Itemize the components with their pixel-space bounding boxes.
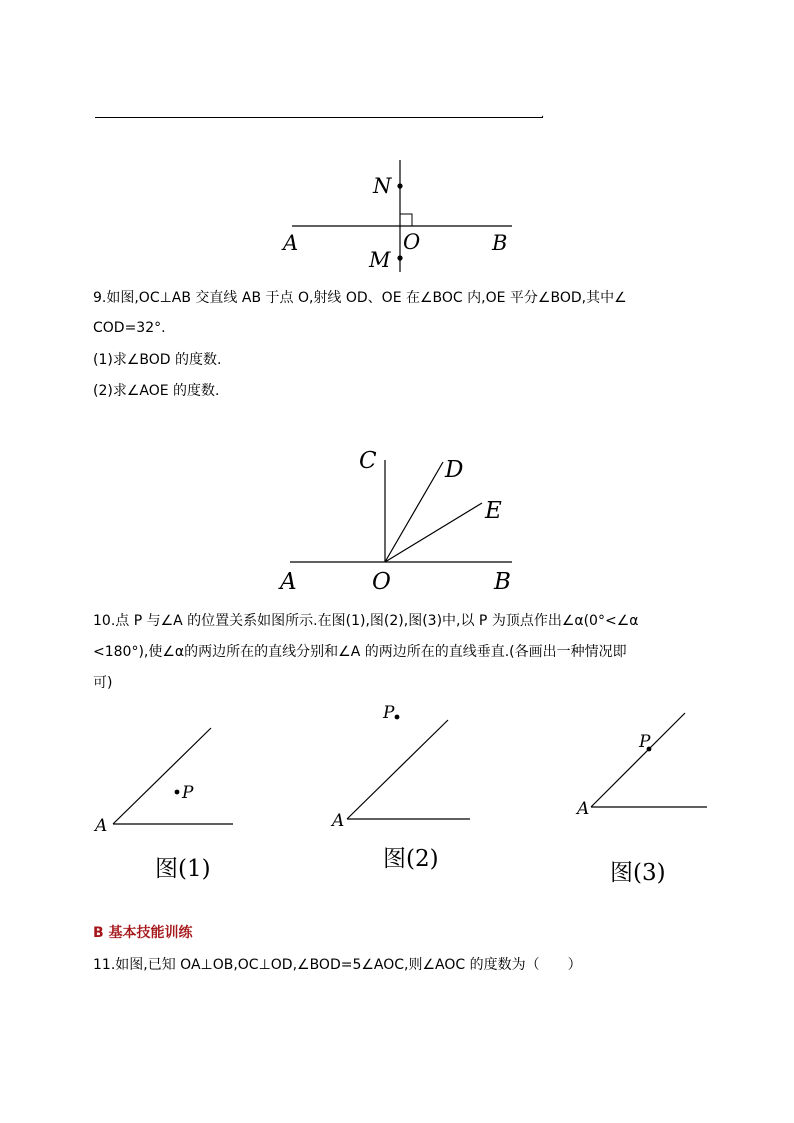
q10-line-3: 可)	[93, 675, 113, 691]
q9-sub-1: (1)求∠BOD 的度数.	[93, 352, 222, 368]
label-m: M	[369, 248, 391, 272]
label-p: P	[383, 703, 395, 723]
label-n: N	[373, 174, 392, 198]
figure-2	[330, 703, 470, 872]
q10-line-2: <180°),使∠α的两边所在的直线分别和∠A 的两边所在的直线垂直.(各画出一种情况即	[93, 644, 627, 660]
answer-line-end: .	[541, 109, 545, 120]
right-angle-mark	[400, 214, 412, 226]
label-b: B	[494, 569, 511, 595]
q9-line-1: 9.如图,OC⊥AB 交直线 AB 于点 O,射线 OD、OE 在∠BOC 内,OE 平分∠BOD,其中∠	[93, 290, 627, 306]
q9-sub-2: (2)求∠AOE 的度数.	[93, 383, 220, 399]
label-o: O	[372, 569, 391, 595]
figure-perpendicular-nm	[0, 0, 794, 300]
label-a: A	[577, 799, 590, 819]
label-a: A	[95, 816, 108, 836]
section-b-heading: B 基本技能训练	[93, 925, 193, 941]
label-a: A	[332, 811, 345, 831]
label-p: P	[182, 783, 194, 803]
label-a: A	[280, 569, 297, 595]
q11-line: 11.如图,已知 OA⊥OB,OC⊥OD,∠BOD=5∠AOC,则∠AOC 的度数为（ ）	[93, 957, 582, 973]
label-e: E	[485, 498, 502, 524]
point-p	[395, 715, 400, 720]
figure-1	[93, 728, 233, 882]
point-m	[397, 255, 402, 260]
point-p	[175, 790, 180, 795]
q10-line-1: 10.点 P 与∠A 的位置关系如图所示.在图(1),图(2),图(3)中,以 P 为顶点作出∠α(0°<∠α	[93, 613, 639, 629]
point-n	[397, 183, 402, 188]
label-b: B	[492, 231, 508, 255]
figures-q10	[0, 700, 794, 900]
figure-q9-angles	[0, 440, 794, 600]
label-p: P	[639, 732, 651, 752]
ray-oe	[385, 503, 482, 562]
figure-3	[575, 713, 707, 886]
ray-od	[385, 462, 443, 562]
label-o: O	[403, 230, 421, 254]
label-c: C	[359, 448, 377, 474]
caption-1: 图(1)	[155, 856, 211, 882]
caption-3: 图(3)	[610, 860, 666, 886]
label-d: D	[445, 457, 464, 483]
label-a: A	[283, 231, 299, 255]
q9-line-2: COD=32°.	[93, 320, 166, 336]
caption-2: 图(2)	[383, 846, 439, 872]
